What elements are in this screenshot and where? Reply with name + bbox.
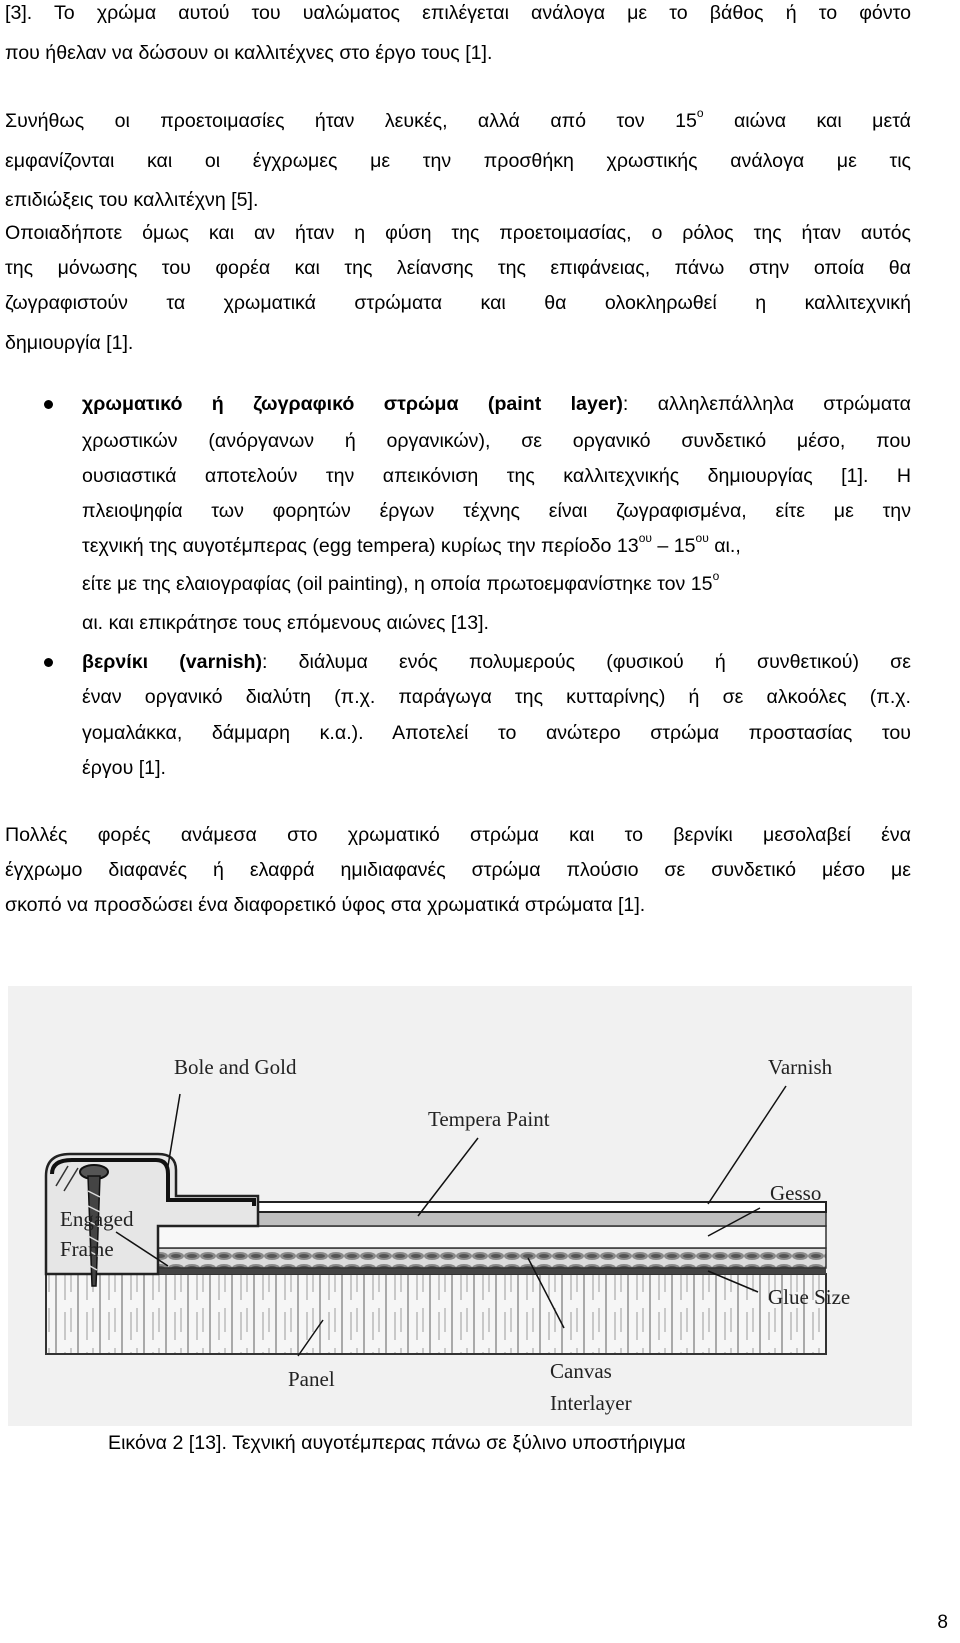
label-panel: Panel [288, 1367, 335, 1391]
bullet-line: πλειοψηφία των φορητών έργων τέχνης είναι ζωγραφισμένα, είτε με την [82, 500, 911, 522]
bullet-dot [44, 400, 53, 409]
paragraph-line: Οποιαδήποτε όμως και αν ήταν η φύση της προετοιμασίας, ο ρόλος της ήταν αυτός [5, 222, 911, 244]
paragraph-line: έγχρωμο διαφανές ή ελαφρά ημιδιαφανές στρώμα πλούσιο σε συνδετικό μέσο με [5, 859, 911, 881]
paragraph-line: Συνήθως οι προετοιμασίες ήταν λευκές, αλλά από τον $15^o$ αιώνα και μετά [5, 106, 911, 132]
bullet-line: γομαλάκκα, δάμμαρη κ.α.). Αποτελεί το ανώτερο στρώμα προστασίας του [82, 722, 911, 744]
paragraph-line: Πολλές φορές ανάμεσα στο χρωματικό στρώμα και το βερνίκι μεσολαβεί ένα [5, 824, 911, 846]
paragraph-line: της μόνωσης του φορέα και της λείανσης της επιφάνειας, πάνω στην οποία θα [5, 257, 911, 279]
label-canvas: Canvas [550, 1359, 612, 1383]
label-gesso: Gesso [770, 1181, 822, 1205]
bullet-line: έναν οργανικό διαλύτη (π.χ. παράγωγα της κυτταρίνης) ή σε αλκοόλες (π.χ. [82, 686, 911, 708]
label-frame: Frame [60, 1237, 114, 1261]
paragraph-line: που ήθελαν να δώσουν οι καλλιτέχνες στο έργο τους [1]. [5, 42, 493, 64]
bullet-line: έργου [1]. [82, 757, 166, 779]
panel-wood [46, 1274, 826, 1354]
bullet-line: βερνίκι (varnish): διάλυμα ενός πολυμερούς (φυσικού ή συνθετικού) σε [82, 651, 911, 673]
bullet-line: είτε με της ελαιογραφίας (oil painting), η οποία πρωτοεμφανίστηκε τον $15^o$ [82, 569, 720, 595]
label-engaged: Engaged [60, 1207, 134, 1231]
label-tempera-paint: Tempera Paint [428, 1107, 550, 1131]
figure-caption: Εικόνα 2 [13]. Τεχνική αυγοτέμπερας πάνω σε ξύλινο υποστήριγμα [108, 1432, 686, 1454]
paragraph-line: ζωγραφιστούν τα χρωματικά στρώματα και θα ολοκληρωθεί η καλλιτεχνική [5, 292, 911, 314]
glue-size-layer [158, 1268, 826, 1274]
label-interlayer: Interlayer [550, 1391, 632, 1415]
label-varnish: Varnish [768, 1055, 833, 1079]
gesso-layer [158, 1226, 826, 1248]
label-bole-and-gold: Bole and Gold [174, 1055, 297, 1079]
paragraph-line: εμφανίζονται και οι έγχρωμες με την προσθήκη χρωστικής ανάλογα με τις [5, 150, 911, 172]
paragraph-line: [3]. Το χρώμα αυτού του υαλώματος επιλέγεται ανάλογα με το βάθος ή το φόντο [5, 2, 911, 24]
tempera-layers-diagram [8, 986, 912, 1426]
bullet-line: χρωματικό ή ζωγραφικό στρώμα (paint layer): αλληλεπάλληλα στρώματα [82, 393, 911, 415]
paragraph-line: δημιουργία [1]. [5, 332, 134, 354]
canvas-interlayer [158, 1248, 826, 1268]
bullet-line: χρωστικών (ανόργανων ή οργανικών), σε οργανικό συνδετικό μέσο, που [82, 430, 911, 452]
varnish-layer [258, 1202, 826, 1212]
page-number: 8 [937, 1612, 948, 1633]
bullet-line: τεχνική της αυγοτέμπερας (egg tempera) κυρίως την περίοδο $13^{o\upsilon} - 15^{o\upsilon}$ αι., [82, 531, 741, 557]
paragraph-line: επιδιώξεις του καλλιτέχνη [5]. [5, 189, 259, 211]
label-glue-size: Glue Size [768, 1285, 851, 1309]
bullet-dot [44, 658, 53, 667]
bullet-line: ουσιαστικά αποτελούν την απεικόνιση της καλλιτεχνικής δημιουργίας [1]. Η [82, 465, 911, 487]
bullet-line: αι. και επικράτησε τους επόμενους αιώνες [13]. [82, 612, 489, 634]
paragraph-line: σκοπό να προσδώσει ένα διαφορετικό ύφος στα χρωματικά στρώματα [1]. [5, 894, 646, 916]
